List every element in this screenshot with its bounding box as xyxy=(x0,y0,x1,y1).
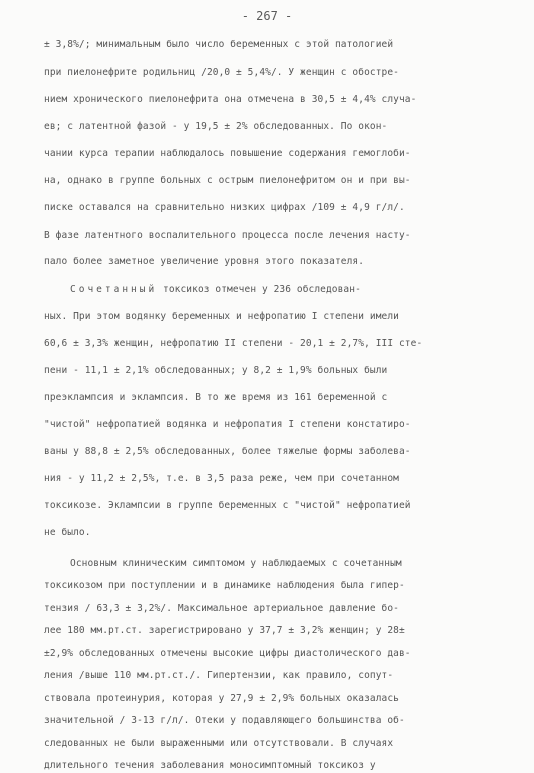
text-line-content: чании курса терапии наблюдалось повышение содержания гемоглоби- xyxy=(44,148,411,159)
text-line xyxy=(44,337,499,351)
text-line xyxy=(44,418,499,432)
text-line xyxy=(44,526,499,540)
text-line xyxy=(44,38,499,52)
text-line xyxy=(44,445,499,459)
text-line-content: токсикозе. Эклампсии в группе беременных с "чистой" нефропатией xyxy=(44,500,411,511)
text-line-content: лее 180 мм.рт.ст. зарегистрировано у 37,7 ± 3,2% женщин; у 28± xyxy=(44,625,405,636)
text-line-content: на, однако в группе больных с острым пиелонефритом он и при вы- xyxy=(44,175,411,186)
text-line xyxy=(44,93,499,107)
text-line xyxy=(44,714,499,728)
text-line-content: 60,6 ± 3,3% женщин, нефропатию II степени - 20,1 ± 2,7%, III сте- xyxy=(44,338,423,349)
text-line xyxy=(44,174,499,188)
text-line xyxy=(44,692,499,706)
text-line-content: следованных не были выраженными или отсутствовали. В случаях xyxy=(44,738,394,749)
text-line-content: Основным клиническим симптомом у наблюдаемых с сочетанным xyxy=(70,558,402,569)
text-line xyxy=(44,602,499,616)
emphasized-term: Сочетанный xyxy=(70,284,158,295)
text-line-content: нием хронического пиелонефрита она отмечена в 30,5 ± 4,4% случа- xyxy=(44,94,417,105)
text-line xyxy=(44,147,499,161)
text-line-content: ствовала протеинурия, которая у 27,9 ± 2,9% больных оказалась xyxy=(44,693,399,704)
text-line-content: токсикозом при поступлении и в динамике наблюдения была гипер- xyxy=(44,580,405,591)
text-line xyxy=(44,579,499,593)
text-line xyxy=(44,310,499,324)
text-line xyxy=(44,737,499,751)
text-line-content: В фазе латентного воспалительного процесса после лечения насту- xyxy=(44,230,411,241)
text-line xyxy=(44,499,499,513)
paragraph-first-line xyxy=(70,283,500,297)
text-line-content: ления /выше 110 мм.рт.ст./. Гипертензии, как правило, сопут- xyxy=(44,670,394,681)
text-line-content: пало более заметное увеличение уровня этого показателя. xyxy=(44,256,365,267)
text-line-content: писке оставался на сравнительно низких цифрах /109 ± 4,9 г/л/. xyxy=(44,202,405,213)
text-line-content: "чистой" нефропатией водянка и нефропатия I степени констатиро- xyxy=(44,419,411,430)
text-line-content: ных. При этом водянку беременных и нефропатию I степени имели xyxy=(44,311,399,322)
text-line-content: ев; с латентной фазой - у 19,5 ± 2% обследованных. По окон- xyxy=(44,121,388,132)
text-line-content: длительного течения заболевания моносимптомный токсикоз у xyxy=(44,760,376,771)
text-line xyxy=(44,364,499,378)
text-line-content: токсикоз отмечен у 236 обследован- xyxy=(157,284,361,295)
text-line-content: ния - у 11,2 ± 2,5%, т.е. в 3,5 раза реже, чем при сочетанном xyxy=(44,473,399,484)
text-line xyxy=(44,255,499,269)
text-line-content: ваны у 88,8 ± 2,5% обследованных, более тяжелые формы заболева- xyxy=(44,446,411,457)
paragraph-first-line xyxy=(70,557,500,571)
text-line xyxy=(44,669,499,683)
text-line-content: не было. xyxy=(44,527,91,538)
text-line xyxy=(44,229,499,243)
text-line-content: значительной / 3-13 г/л/. Отеки у подавляющего большинства об- xyxy=(44,715,405,726)
text-line-content: ± 3,8%/; минимальным было число беременных с этой патологией xyxy=(44,39,394,50)
text-line xyxy=(44,201,499,215)
text-line-content: пени - 11,1 ± 2,1% обследованных; у 8,2 ± 1,9% больных были xyxy=(44,365,388,376)
page-number: - 267 - xyxy=(241,9,293,23)
text-line-content: ±2,9% обследованных отмечены высокие цифры диастолического дав- xyxy=(44,648,411,659)
text-line xyxy=(44,120,499,134)
text-line-content: преэклампсия и эклампсия. В то же время из 161 беременной с xyxy=(44,392,388,403)
text-line xyxy=(44,759,499,773)
text-line xyxy=(44,472,499,486)
text-line xyxy=(44,647,499,661)
text-line xyxy=(44,66,499,80)
text-line-content: при пиелонефрите родильниц /20,0 ± 5,4%/. У женщин с обостре- xyxy=(44,67,399,78)
text-line xyxy=(44,391,499,405)
text-line xyxy=(44,624,499,638)
text-line-content: тензия / 63,3 ± 3,2%/. Максимальное артериальное давление бо- xyxy=(44,603,399,614)
